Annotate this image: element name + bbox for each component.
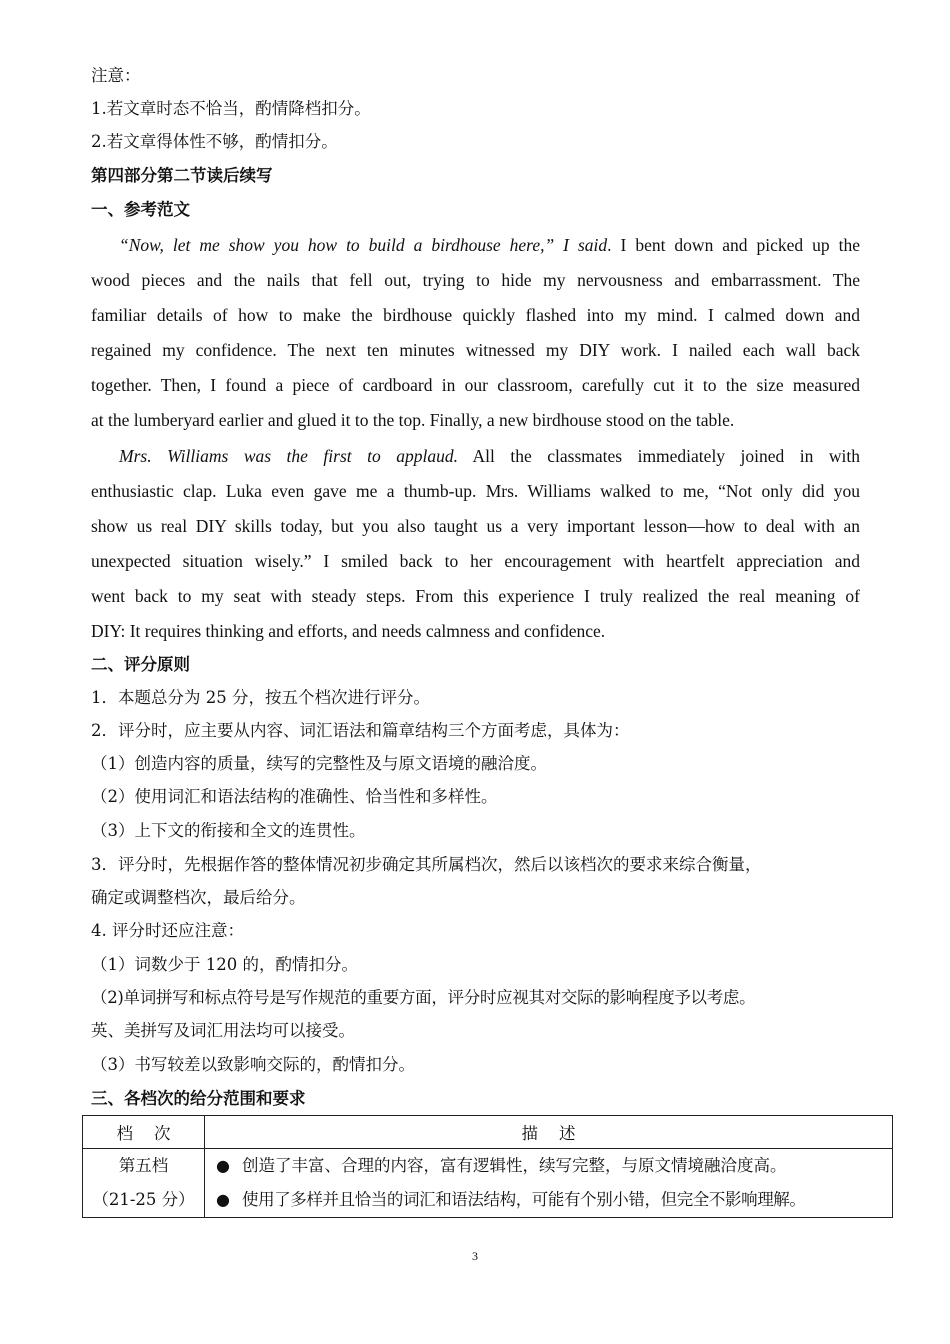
column-header-description: 描 述 [205,1116,893,1149]
level-cell [83,1149,205,1218]
principle-line: 4. 评分时还应注意： [91,921,244,940]
description-text: 使用了多样并且恰当的词汇和语法结构，可能有个别小错，但完全不影响理解。 [242,1190,806,1209]
essay-p2-opening: Mrs. Williams was the first to applaud. [119,446,458,466]
essay-p2-line-5: went back to my seat with steady steps. From this experience I truly realized the real meaning of [91,586,860,606]
essay-p1-line-1 [119,234,860,256]
essay-p2-line-6: DIY: It requires thinking and efforts, and needs calmness and confidence. [91,621,606,641]
principle-line: 1．本题总分为 25 分，按五个档次进行评分。 [91,688,430,707]
note-item-1: 1.若文章时态不恰当，酌情降档扣分。 [91,99,371,118]
bullet-icon: ● [216,1156,230,1175]
section-title: 第四部分第二节读后续写 [91,166,273,185]
description-item [216,1183,892,1217]
levels-heading: 三、各档次的给分范围和要求 [91,1089,306,1108]
table-header-row [83,1116,893,1149]
essay-p1-line-3: familiar details of how to make the birdhouse quickly flashed into my mind. I calmed down and [91,305,860,325]
principle-line: （2)单词拼写和标点符号是写作规范的重要方面，评分时应视其对交际的影响程度予以考虑。 [91,988,756,1007]
model-essay-heading: 一、参考范文 [91,200,190,219]
essay-p2-line-1-text: All the classmates immediately joined in with [457,446,861,466]
bullet-icon: ● [216,1190,230,1209]
level-score-range: （21-25 分） [92,1190,195,1209]
principle-line: （3）上下文的衔接和全文的连贯性。 [91,821,366,840]
scoring-levels-table [82,1115,893,1218]
description-item [216,1149,892,1183]
page-number: 3 [472,1249,478,1263]
principle-line: （3）书写较差以致影响交际的，酌情扣分。 [91,1055,415,1074]
principle-line: 确定或调整档次，最后给分。 [91,888,306,907]
description-text: 创造了丰富、合理的内容，富有逻辑性，续写完整，与原文情境融洽度高。 [242,1156,787,1175]
essay-p1-line-4: regained my confidence. The next ten minutes witnessed my DIY work. I nailed each wall back [91,340,860,360]
note-item-2: 2.若文章得体性不够，酌情扣分。 [91,132,338,151]
principle-line: （2）使用词汇和语法结构的准确性、恰当性和多样性。 [91,787,498,806]
essay-p1-line-2: wood pieces and the nails that fell out, trying to hide my nervousness and embarrassment. The [91,270,860,290]
principle-line: 英、美拼写及词汇用法均可以接受。 [91,1021,355,1040]
level-name: 第五档 [118,1156,169,1175]
notes-heading: 注意： [91,66,141,85]
principle-line: 2．评分时，应主要从内容、词汇语法和篇章结构三个方面考虑，具体为： [91,721,630,740]
principle-line: 3．评分时，先根据作答的整体情况初步确定其所属档次，然后以该档次的要求来综合衡量， [91,855,762,874]
table-row [83,1149,893,1218]
essay-p2-line-3: show us real DIY skills today, but you also taught us a very important lesson—how to deal with an [91,516,860,536]
scoring-principles-heading: 二、评分原则 [91,655,190,674]
essay-p1-line-5: together. Then, I found a piece of cardboard in our classroom, carefully cut it to the size measured [91,375,860,395]
principle-line: （1）创造内容的质量，续写的完整性及与原文语境的融洽度。 [91,754,547,773]
essay-p2-line-4: unexpected situation wisely.” I smiled back to her encouragement with heartfelt appreciation and [91,551,860,571]
essay-p1-line-1-text: . I bent down and picked up the [607,235,861,255]
column-header-level: 档 次 [83,1116,205,1149]
essay-p2-line-1 [119,445,860,467]
essay-p1-line-6: at the lumberyard earlier and glued it to the top. Finally, a new birdhouse stood on the table. [91,410,735,430]
principle-line: （1）词数少于 120 的，酌情扣分。 [91,955,358,974]
essay-p2-line-2: enthusiastic clap. Luka even gave me a thumb-up. Mrs. Williams walked to me, “Not only did you [91,481,860,501]
essay-p1-opening: “Now, let me show you how to build a birdhouse here,” I said [119,235,608,255]
description-cell [205,1149,893,1218]
